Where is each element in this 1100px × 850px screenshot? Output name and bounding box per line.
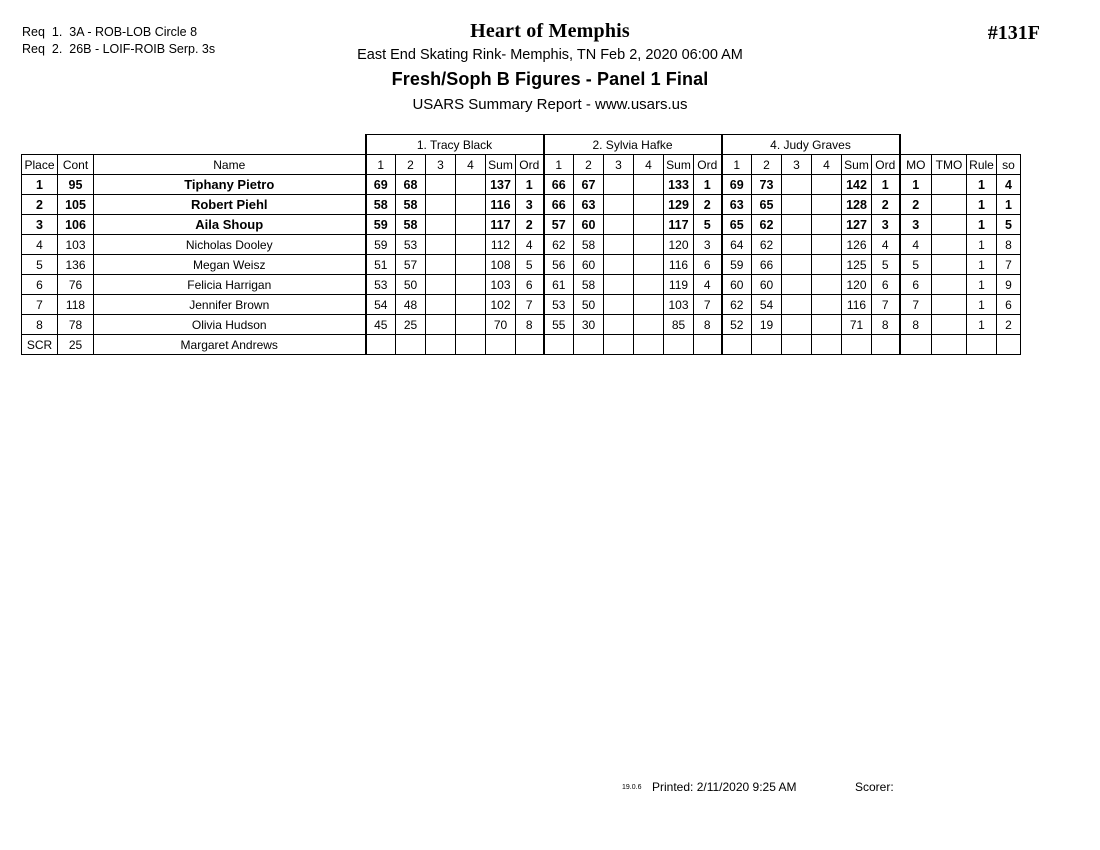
header-so: so <box>997 155 1021 175</box>
cell-j3-t4 <box>812 295 842 315</box>
cell-j2-ord: 6 <box>694 255 722 275</box>
cell-rule: 1 <box>967 235 997 255</box>
cell-rule: 1 <box>967 175 997 195</box>
cell-j2-t1: 56 <box>544 255 574 275</box>
cell-j1-t2: 48 <box>396 295 426 315</box>
cell-j1-t4 <box>456 175 486 195</box>
header-j2-trial-1: 1 <box>544 155 574 175</box>
cell-j2-ord: 7 <box>694 295 722 315</box>
cell-j2-sum: 117 <box>664 215 694 235</box>
cell-j3-ord: 2 <box>872 195 900 215</box>
cell-j2-t2: 67 <box>574 175 604 195</box>
cell-j1-t3 <box>426 275 456 295</box>
cell-j2-t2: 60 <box>574 215 604 235</box>
cell-j3-ord: 5 <box>872 255 900 275</box>
cell-j3-t2 <box>752 335 782 355</box>
cell-j2-sum: 119 <box>664 275 694 295</box>
cell-j3-t1: 59 <box>722 255 752 275</box>
cell-j3-t3 <box>782 335 812 355</box>
cell-so: 8 <box>997 235 1021 255</box>
cell-j1-sum: 102 <box>486 295 516 315</box>
cell-j2-ord: 4 <box>694 275 722 295</box>
spacer-cell <box>22 135 58 155</box>
cell-j2-t2: 63 <box>574 195 604 215</box>
cell-place: 5 <box>22 255 58 275</box>
cell-j3-t2: 54 <box>752 295 782 315</box>
cell-j2-t2: 60 <box>574 255 604 275</box>
header-j1-trial-1: 1 <box>366 155 396 175</box>
cell-j2-ord: 8 <box>694 315 722 335</box>
spacer-cell <box>58 135 94 155</box>
header-tmo: TMO <box>932 155 967 175</box>
cell-j1-t2: 68 <box>396 175 426 195</box>
cell-rule: 1 <box>967 195 997 215</box>
cell-j1-t4 <box>456 295 486 315</box>
cell-mo: 6 <box>900 275 932 295</box>
cell-j3-t2: 19 <box>752 315 782 335</box>
cell-j1-ord: 2 <box>516 215 544 235</box>
cell-name: Nicholas Dooley <box>94 235 366 255</box>
cell-j1-t3 <box>426 195 456 215</box>
cell-rule: 1 <box>967 315 997 335</box>
cell-j3-t4 <box>812 275 842 295</box>
cell-j3-t1: 60 <box>722 275 752 295</box>
cell-name: Olivia Hudson <box>94 315 366 335</box>
cell-j2-ord: 2 <box>694 195 722 215</box>
cell-j1-t3 <box>426 175 456 195</box>
cell-j2-ord <box>694 335 722 355</box>
cell-cont: 103 <box>58 235 94 255</box>
cell-j3-t2: 66 <box>752 255 782 275</box>
cell-cont: 25 <box>58 335 94 355</box>
cell-tmo <box>932 255 967 275</box>
header-j1-trial-3: 3 <box>426 155 456 175</box>
cell-j2-ord: 1 <box>694 175 722 195</box>
header-j2-ord: Ord <box>694 155 722 175</box>
cell-j1-sum: 108 <box>486 255 516 275</box>
cell-j1-t2: 25 <box>396 315 426 335</box>
cell-name: Aila Shoup <box>94 215 366 235</box>
cell-j1-t2: 58 <box>396 195 426 215</box>
cell-j2-sum: 103 <box>664 295 694 315</box>
cell-j3-t3 <box>782 255 812 275</box>
cell-j3-t2: 62 <box>752 235 782 255</box>
cell-j1-t4 <box>456 335 486 355</box>
cell-j3-ord: 1 <box>872 175 900 195</box>
cell-j3-t1: 52 <box>722 315 752 335</box>
table-row <box>22 195 1021 215</box>
version-code: 19.0.6 <box>622 784 642 791</box>
cell-rule: 1 <box>967 255 997 275</box>
cell-j1-sum: 112 <box>486 235 516 255</box>
cell-mo: 2 <box>900 195 932 215</box>
cell-mo <box>900 335 932 355</box>
cell-j3-t4 <box>812 195 842 215</box>
cell-tmo <box>932 335 967 355</box>
cell-j3-t3 <box>782 215 812 235</box>
cell-j2-t4 <box>634 195 664 215</box>
cell-tmo <box>932 315 967 335</box>
table-row <box>22 335 1021 355</box>
cell-so: 5 <box>997 215 1021 235</box>
cell-j1-ord: 4 <box>516 235 544 255</box>
cell-name: Megan Weisz <box>94 255 366 275</box>
cell-j2-t1: 55 <box>544 315 574 335</box>
cell-j3-t3 <box>782 295 812 315</box>
cell-j1-ord <box>516 335 544 355</box>
cell-mo: 7 <box>900 295 932 315</box>
table-row <box>22 235 1021 255</box>
header-mo: MO <box>900 155 932 175</box>
cell-so: 7 <box>997 255 1021 275</box>
header-j3-ord: Ord <box>872 155 900 175</box>
cell-j3-t1: 69 <box>722 175 752 195</box>
cell-j3-t1 <box>722 335 752 355</box>
cell-j3-t3 <box>782 275 812 295</box>
cell-cont: 78 <box>58 315 94 335</box>
cell-j2-t3 <box>604 315 634 335</box>
cell-rule: 1 <box>967 275 997 295</box>
header-j3-trial-3: 3 <box>782 155 812 175</box>
cell-j1-sum: 137 <box>486 175 516 195</box>
cell-j3-t1: 62 <box>722 295 752 315</box>
cell-j1-t1: 54 <box>366 295 396 315</box>
cell-cont: 106 <box>58 215 94 235</box>
report-subtitle: USARS Summary Report - www.usars.us <box>412 96 688 113</box>
cell-j2-sum: 85 <box>664 315 694 335</box>
cell-j1-sum: 117 <box>486 215 516 235</box>
cell-j2-t1 <box>544 335 574 355</box>
cell-cont: 136 <box>58 255 94 275</box>
cell-tmo <box>932 195 967 215</box>
cell-j3-sum: 128 <box>842 195 872 215</box>
cell-tmo <box>932 295 967 315</box>
cell-so: 1 <box>997 195 1021 215</box>
cell-j2-t4 <box>634 235 664 255</box>
cell-j3-t4 <box>812 235 842 255</box>
cell-so: 4 <box>997 175 1021 195</box>
cell-j1-t2: 58 <box>396 215 426 235</box>
cell-j3-ord <box>872 335 900 355</box>
table-row <box>22 215 1021 235</box>
cell-j2-sum <box>664 335 694 355</box>
cell-place: 2 <box>22 195 58 215</box>
cell-j2-t4 <box>634 275 664 295</box>
header-j1-trial-4: 4 <box>456 155 486 175</box>
cell-j3-t4 <box>812 175 842 195</box>
header-j1-ord: Ord <box>516 155 544 175</box>
judge-1-name: 1. Tracy Black <box>366 135 544 155</box>
header-rule: Rule <box>967 155 997 175</box>
cell-j3-sum: 126 <box>842 235 872 255</box>
cell-j1-t4 <box>456 195 486 215</box>
cell-j3-t2: 60 <box>752 275 782 295</box>
cell-j3-t4 <box>812 335 842 355</box>
cell-j3-t1: 64 <box>722 235 752 255</box>
header-j2-trial-4: 4 <box>634 155 664 175</box>
cell-j3-t3 <box>782 175 812 195</box>
cell-name: Jennifer Brown <box>94 295 366 315</box>
cell-j3-ord: 8 <box>872 315 900 335</box>
cell-j2-t1: 53 <box>544 295 574 315</box>
header-name: Name <box>94 155 366 175</box>
cell-j1-t3 <box>426 235 456 255</box>
cell-j3-t4 <box>812 215 842 235</box>
header-j3-trial-1: 1 <box>722 155 752 175</box>
cell-name: Tiphany Pietro <box>94 175 366 195</box>
cell-j3-sum: 142 <box>842 175 872 195</box>
table-row <box>22 295 1021 315</box>
cell-j3-ord: 7 <box>872 295 900 315</box>
cell-j2-sum: 116 <box>664 255 694 275</box>
cell-j2-t4 <box>634 315 664 335</box>
cell-j1-t3 <box>426 215 456 235</box>
cell-j2-t2: 58 <box>574 275 604 295</box>
title-block <box>0 20 1100 113</box>
cell-j3-t4 <box>812 255 842 275</box>
cell-j3-ord: 4 <box>872 235 900 255</box>
cell-j1-t1: 59 <box>366 215 396 235</box>
cell-j2-sum: 120 <box>664 235 694 255</box>
cell-j1-t1: 59 <box>366 235 396 255</box>
cell-rule: 1 <box>967 215 997 235</box>
cell-j2-t3 <box>604 215 634 235</box>
header-j3-sum: Sum <box>842 155 872 175</box>
column-header-row <box>22 155 1021 175</box>
cell-cont: 105 <box>58 195 94 215</box>
cell-so: 9 <box>997 275 1021 295</box>
cell-j1-t3 <box>426 315 456 335</box>
cell-j3-sum: 120 <box>842 275 872 295</box>
cell-j1-t1: 53 <box>366 275 396 295</box>
cell-j3-t4 <box>812 315 842 335</box>
cell-j1-ord: 8 <box>516 315 544 335</box>
cell-j3-sum: 127 <box>842 215 872 235</box>
header-j3-trial-2: 2 <box>752 155 782 175</box>
cell-tmo <box>932 275 967 295</box>
cell-j1-ord: 7 <box>516 295 544 315</box>
cell-j3-t3 <box>782 235 812 255</box>
cell-j3-sum: 125 <box>842 255 872 275</box>
cell-j3-t1: 65 <box>722 215 752 235</box>
cell-j1-t1: 45 <box>366 315 396 335</box>
cell-tmo <box>932 175 967 195</box>
spacer-cell <box>94 135 366 155</box>
header-j1-sum: Sum <box>486 155 516 175</box>
judge-header-row <box>22 135 1021 155</box>
cell-j2-t4 <box>634 295 664 315</box>
cell-j2-t2: 58 <box>574 235 604 255</box>
competition-title: Heart of Memphis <box>470 20 630 42</box>
cell-j2-t4 <box>634 175 664 195</box>
cell-j1-t4 <box>456 315 486 335</box>
cell-j1-t2 <box>396 335 426 355</box>
cell-j2-t2 <box>574 335 604 355</box>
spacer-cell <box>932 135 967 155</box>
cell-j2-t3 <box>604 255 634 275</box>
cell-j2-t3 <box>604 275 634 295</box>
cell-place: 8 <box>22 315 58 335</box>
event-title: Fresh/Soph B Figures - Panel 1 Final <box>391 69 709 89</box>
cell-j3-t2: 62 <box>752 215 782 235</box>
header-place: Place <box>22 155 58 175</box>
cell-place: 7 <box>22 295 58 315</box>
cell-tmo <box>932 215 967 235</box>
cell-cont: 95 <box>58 175 94 195</box>
cell-j2-sum: 129 <box>664 195 694 215</box>
cell-j2-t3 <box>604 175 634 195</box>
cell-so <box>997 335 1021 355</box>
cell-tmo <box>932 235 967 255</box>
judge-3-name: 4. Judy Graves <box>722 135 900 155</box>
cell-j2-t1: 66 <box>544 175 574 195</box>
cell-j1-t4 <box>456 275 486 295</box>
cell-j2-t3 <box>604 335 634 355</box>
cell-j1-t2: 57 <box>396 255 426 275</box>
cell-mo: 4 <box>900 235 932 255</box>
header-j3-trial-4: 4 <box>812 155 842 175</box>
event-number: #131F <box>987 22 1040 44</box>
cell-j1-t3 <box>426 335 456 355</box>
results-table-container <box>21 134 1021 355</box>
cell-j2-t1: 66 <box>544 195 574 215</box>
cell-j3-t2: 65 <box>752 195 782 215</box>
cell-j1-sum: 103 <box>486 275 516 295</box>
cell-j2-t1: 62 <box>544 235 574 255</box>
spacer-cell <box>967 135 997 155</box>
cell-j3-sum <box>842 335 872 355</box>
cell-j1-ord: 1 <box>516 175 544 195</box>
scorer-label: Scorer: <box>855 780 894 794</box>
cell-j3-t2: 73 <box>752 175 782 195</box>
cell-place: 6 <box>22 275 58 295</box>
cell-j2-t2: 50 <box>574 295 604 315</box>
cell-j2-t1: 57 <box>544 215 574 235</box>
requirement-line-1: Req 1. 3A - ROB-LOB Circle 8 <box>22 25 198 39</box>
cell-place: SCR <box>22 335 58 355</box>
table-row <box>22 255 1021 275</box>
cell-so: 2 <box>997 315 1021 335</box>
cell-j1-t4 <box>456 235 486 255</box>
cell-j2-t1: 61 <box>544 275 574 295</box>
venue-line: East End Skating Rink- Memphis, TN Feb 2, 2020 06:00 AM <box>357 47 743 63</box>
cell-place: 4 <box>22 235 58 255</box>
cell-j1-t2: 50 <box>396 275 426 295</box>
cell-j2-t2: 30 <box>574 315 604 335</box>
cell-j3-sum: 71 <box>842 315 872 335</box>
cell-j1-t3 <box>426 295 456 315</box>
cell-mo: 5 <box>900 255 932 275</box>
cell-j1-sum <box>486 335 516 355</box>
cell-place: 3 <box>22 215 58 235</box>
results-table <box>21 134 1021 355</box>
cell-so: 6 <box>997 295 1021 315</box>
cell-mo: 1 <box>900 175 932 195</box>
table-row <box>22 275 1021 295</box>
cell-j2-t4 <box>634 255 664 275</box>
cell-j3-sum: 116 <box>842 295 872 315</box>
cell-j2-t4 <box>634 215 664 235</box>
cell-j1-t1: 69 <box>366 175 396 195</box>
cell-j3-ord: 6 <box>872 275 900 295</box>
cell-rule <box>967 335 997 355</box>
cell-j1-sum: 70 <box>486 315 516 335</box>
cell-j1-t4 <box>456 215 486 235</box>
cell-j1-t3 <box>426 255 456 275</box>
cell-name: Margaret Andrews <box>94 335 366 355</box>
cell-j2-sum: 133 <box>664 175 694 195</box>
header-j2-sum: Sum <box>664 155 694 175</box>
cell-j1-t1 <box>366 335 396 355</box>
cell-j2-t3 <box>604 295 634 315</box>
table-row <box>22 315 1021 335</box>
cell-j1-ord: 3 <box>516 195 544 215</box>
header-j2-trial-3: 3 <box>604 155 634 175</box>
cell-mo: 8 <box>900 315 932 335</box>
cell-j1-t2: 53 <box>396 235 426 255</box>
cell-rule: 1 <box>967 295 997 315</box>
cell-cont: 118 <box>58 295 94 315</box>
cell-j2-t3 <box>604 235 634 255</box>
spacer-cell <box>900 135 932 155</box>
cell-j3-ord: 3 <box>872 215 900 235</box>
cell-j3-t3 <box>782 195 812 215</box>
table-row <box>22 175 1021 195</box>
cell-name: Robert Piehl <box>94 195 366 215</box>
requirement-line-2: Req 2. 26B - LOIF-ROIB Serp. 3s <box>22 42 216 56</box>
spacer-cell <box>997 135 1021 155</box>
header-cont: Cont <box>58 155 94 175</box>
cell-j2-t4 <box>634 335 664 355</box>
cell-j1-t4 <box>456 255 486 275</box>
cell-j1-ord: 5 <box>516 255 544 275</box>
cell-j1-t1: 51 <box>366 255 396 275</box>
cell-mo: 3 <box>900 215 932 235</box>
header-j2-trial-2: 2 <box>574 155 604 175</box>
report-header <box>0 0 1100 120</box>
cell-j2-t3 <box>604 195 634 215</box>
cell-j1-t1: 58 <box>366 195 396 215</box>
cell-j2-ord: 3 <box>694 235 722 255</box>
judge-2-name: 2. Sylvia Hafke <box>544 135 722 155</box>
cell-j1-ord: 6 <box>516 275 544 295</box>
cell-j3-t3 <box>782 315 812 335</box>
cell-place: 1 <box>22 175 58 195</box>
cell-name: Felicia Harrigan <box>94 275 366 295</box>
cell-cont: 76 <box>58 275 94 295</box>
cell-j1-sum: 116 <box>486 195 516 215</box>
cell-j3-t1: 63 <box>722 195 752 215</box>
header-j1-trial-2: 2 <box>396 155 426 175</box>
printed-timestamp: Printed: 2/11/2020 9:25 AM <box>652 780 797 794</box>
cell-j2-ord: 5 <box>694 215 722 235</box>
